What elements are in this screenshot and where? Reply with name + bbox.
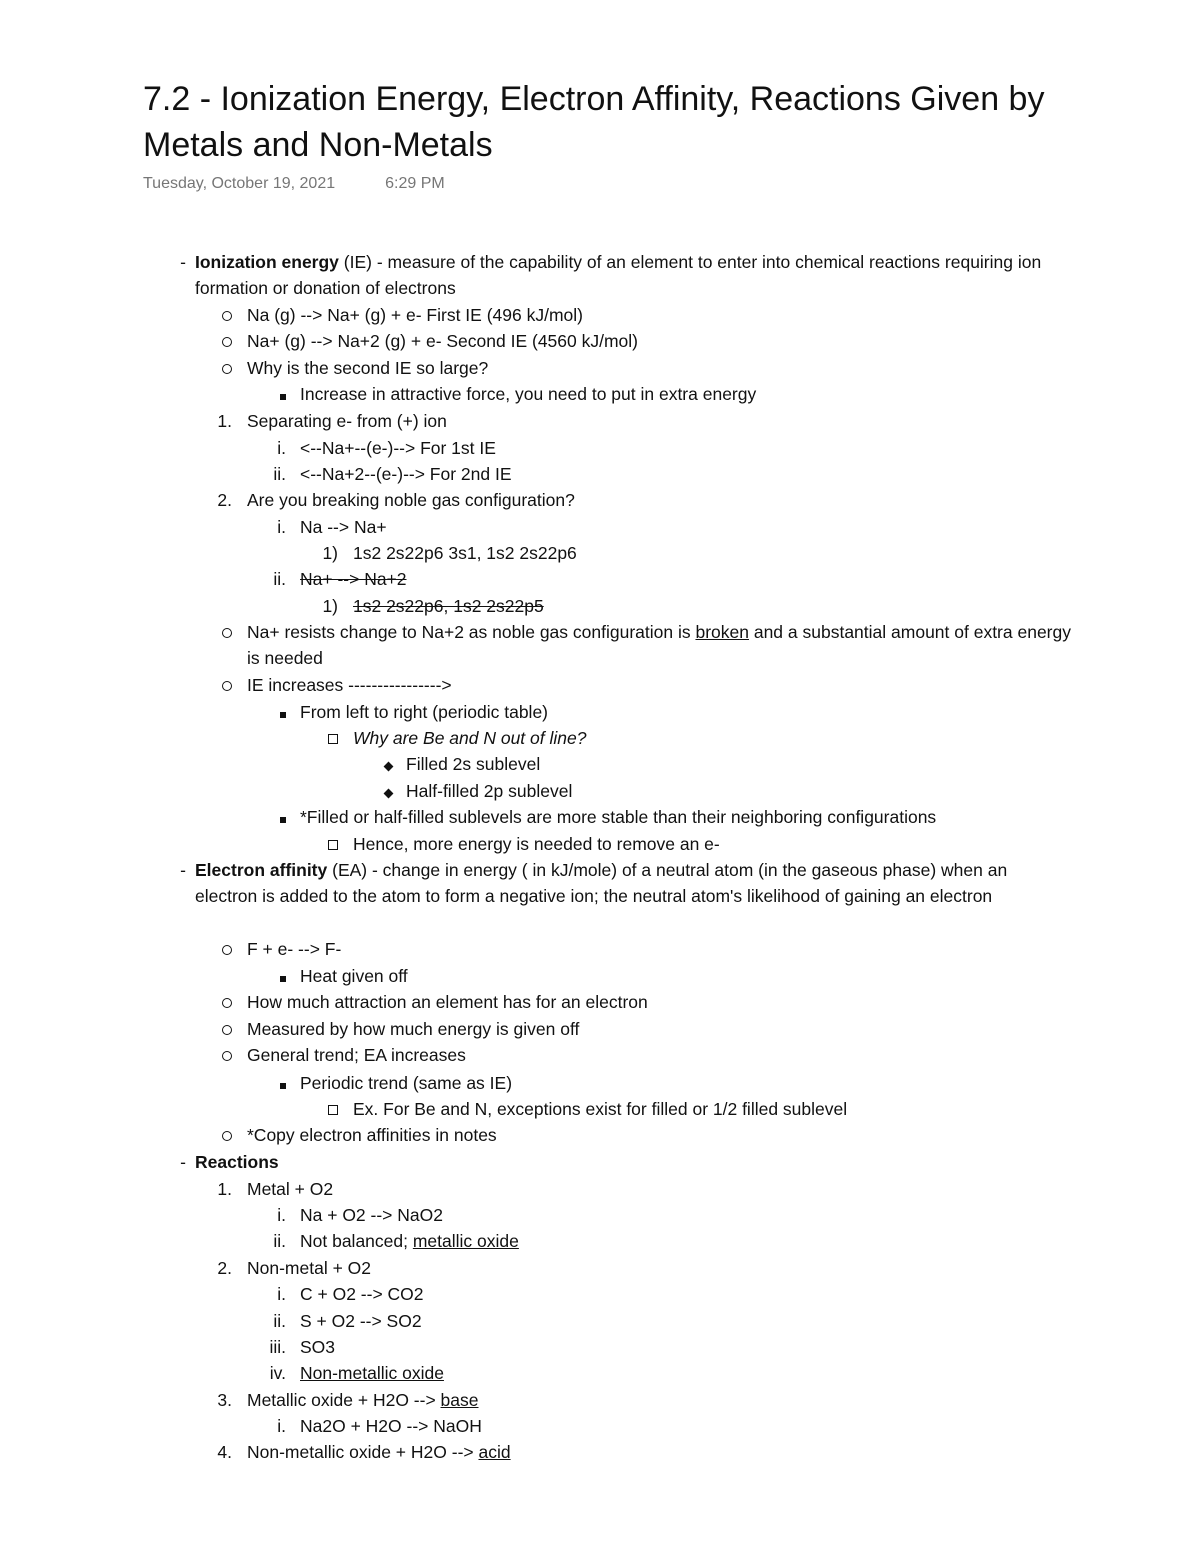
note-datetime bbox=[143, 175, 445, 193]
diamond-bullet-icon bbox=[366, 778, 392, 804]
ie-hence: Hence, more energy is needed to remove an e- bbox=[353, 834, 720, 854]
ie-half-2p: Half-filled 2p sublevel bbox=[406, 781, 573, 801]
diamond-bullet-icon bbox=[366, 751, 392, 777]
list-number: 1. bbox=[217, 411, 232, 431]
circle-bullet-icon bbox=[206, 355, 232, 381]
ie-why-question: Why is the second IE so large? bbox=[247, 358, 489, 378]
note-time: 6:29 PM bbox=[385, 175, 445, 192]
rx-metal-ii bbox=[300, 1228, 519, 1254]
roman-numeral: ii. bbox=[273, 1311, 286, 1331]
ie-noble-ii-config-struck: 1s2 2s22p6, 1s2 2s22p5 bbox=[353, 596, 544, 616]
ie-separating: Separating e- from (+) ion bbox=[247, 411, 447, 431]
rx-nonmetal-ii: S + O2 --> SO2 bbox=[300, 1311, 422, 1331]
rx-nonmetal-i: C + O2 --> CO2 bbox=[300, 1284, 424, 1304]
ea-definition-text: (EA) - change in energy ( in kJ/mole) of a neutral atom (in the gaseous phase) when an electron is added to the atom to form a negative ion; the neutral atom's likelihood of gaining an electron bbox=[195, 860, 1008, 906]
rx-nonmetallic-oxide-text: Non-metallic oxide + H2O --> bbox=[247, 1442, 479, 1462]
circle-bullet-icon bbox=[206, 302, 232, 328]
circle-bullet-icon bbox=[206, 1122, 232, 1148]
open-square-bullet-icon bbox=[312, 725, 338, 751]
circle-bullet-icon bbox=[206, 619, 232, 645]
dash-bullet: - bbox=[180, 252, 186, 272]
circle-bullet-icon bbox=[206, 672, 232, 698]
circle-bullet-icon bbox=[206, 1042, 232, 1068]
ie-stable: *Filled or half-filled sublevels are more stable than their neighboring configurations bbox=[300, 807, 937, 827]
rx-nonmetal-iii: SO3 bbox=[300, 1337, 336, 1357]
page-title: 7.2 - Ionization Energy, Electron Affinity, Reactions Given by Metals and Non-Metals bbox=[143, 80, 1045, 164]
ie-definition-text: (IE) - measure of the capability of an element to enter into chemical reactions requiring ion formation or donation of electrons bbox=[195, 252, 1042, 298]
ie-noble-question: Are you breaking noble gas configuration? bbox=[247, 490, 575, 510]
dash-bullet: - bbox=[180, 860, 186, 880]
paren-number: 1) bbox=[322, 543, 338, 563]
rx-nonmetal-iv: Non-metallic oxide bbox=[300, 1363, 444, 1383]
circle-bullet-icon bbox=[206, 989, 232, 1015]
list-number: 2. bbox=[217, 490, 232, 510]
rx-nonmetal-o2: Non-metal + O2 bbox=[247, 1258, 372, 1278]
square-bullet-icon bbox=[260, 963, 286, 989]
rx-metal-ii-text: Not balanced; bbox=[300, 1231, 413, 1251]
roman-numeral: ii. bbox=[273, 464, 286, 484]
rx-nonmetallic-oxide-water bbox=[247, 1439, 511, 1465]
ea-exceptions: Ex. For Be and N, exceptions exist for filled or 1/2 filled sublevel bbox=[353, 1099, 848, 1119]
rx-metallic-oxide-i: Na2O + H2O --> NaOH bbox=[300, 1416, 482, 1436]
rx-metallic-oxide-text: Metallic oxide + H2O --> bbox=[247, 1390, 441, 1410]
square-bullet-icon bbox=[260, 699, 286, 725]
open-square-bullet-icon bbox=[312, 831, 338, 857]
ie-equation-1: Na (g) --> Na+ (g) + e- First IE (496 kJ/mol) bbox=[247, 305, 583, 325]
rx-metal-ii-underlined: metallic oxide bbox=[412, 1231, 519, 1251]
ea-how-much: How much attraction an element has for an electron bbox=[247, 992, 648, 1012]
ie-resists bbox=[247, 619, 1077, 671]
ea-term: Electron affinity bbox=[195, 860, 328, 880]
ie-separating-i: <--Na+--(e-)--> For 1st IE bbox=[300, 438, 496, 458]
rx-metal-i: Na + O2 --> NaO2 bbox=[300, 1205, 443, 1225]
ea-measured: Measured by how much energy is given off bbox=[247, 1019, 580, 1039]
roman-numeral: i. bbox=[277, 438, 286, 458]
list-number: 4. bbox=[217, 1442, 232, 1462]
ea-definition bbox=[195, 857, 1055, 909]
ie-be-n-question: Why are Be and N out of line? bbox=[353, 728, 587, 748]
ie-resists-underlined: broken bbox=[695, 622, 749, 642]
rx-acid-underlined: acid bbox=[478, 1442, 511, 1462]
square-bullet-icon bbox=[260, 804, 286, 830]
reactions-heading: Reactions bbox=[195, 1152, 279, 1172]
ie-left-right: From left to right (periodic table) bbox=[300, 702, 549, 722]
roman-numeral: iii. bbox=[269, 1337, 286, 1357]
ea-periodic: Periodic trend (same as IE) bbox=[300, 1073, 513, 1093]
ie-separating-ii: <--Na+2--(e-)--> For 2nd IE bbox=[300, 464, 512, 484]
dash-bullet: - bbox=[180, 1152, 186, 1172]
ea-equation: F + e- --> F- bbox=[247, 939, 342, 959]
roman-numeral: iv. bbox=[269, 1363, 286, 1383]
ea-heat: Heat given off bbox=[300, 966, 408, 986]
roman-numeral: ii. bbox=[273, 1231, 286, 1251]
ea-copy: *Copy electron affinities in notes bbox=[247, 1125, 497, 1145]
list-number: 1. bbox=[217, 1179, 232, 1199]
ie-noble-i-config: 1s2 2s22p6 3s1, 1s2 2s22p6 bbox=[353, 543, 577, 563]
rx-metallic-oxide-water bbox=[247, 1387, 479, 1413]
roman-numeral: i. bbox=[277, 517, 286, 537]
circle-bullet-icon bbox=[206, 1016, 232, 1042]
ie-term: Ionization energy bbox=[195, 252, 339, 272]
square-bullet-icon bbox=[260, 1070, 286, 1096]
ie-resists-text-end: and a substantial amount of extra energy is needed bbox=[247, 622, 1071, 668]
ie-noble-ii-struck: Na+ --> Na+2 bbox=[300, 569, 407, 589]
paren-number: 1) bbox=[322, 596, 338, 616]
ie-resists-text: Na+ resists change to Na+2 as noble gas configuration is bbox=[247, 622, 696, 642]
circle-bullet-icon bbox=[206, 328, 232, 354]
rx-metal-o2: Metal + O2 bbox=[247, 1179, 334, 1199]
list-number: 2. bbox=[217, 1258, 232, 1278]
square-bullet-icon bbox=[260, 381, 286, 407]
ie-noble-i: Na --> Na+ bbox=[300, 517, 387, 537]
ie-increases: IE increases ----------------> bbox=[247, 675, 452, 695]
note-date: Tuesday, October 19, 2021 bbox=[143, 175, 336, 192]
open-square-bullet-icon bbox=[312, 1096, 338, 1122]
ie-equation-2: Na+ (g) --> Na+2 (g) + e- Second IE (4560 kJ/mol) bbox=[247, 331, 638, 351]
ie-definition bbox=[195, 249, 1065, 301]
list-number: 3. bbox=[217, 1390, 232, 1410]
ie-filled-2s: Filled 2s sublevel bbox=[406, 754, 541, 774]
rx-base-underlined: base bbox=[440, 1390, 479, 1410]
roman-numeral: i. bbox=[277, 1416, 286, 1436]
ea-trend: General trend; EA increases bbox=[247, 1045, 466, 1065]
circle-bullet-icon bbox=[206, 936, 232, 962]
roman-numeral: ii. bbox=[273, 569, 286, 589]
roman-numeral: i. bbox=[277, 1205, 286, 1225]
ie-why-answer: Increase in attractive force, you need to put in extra energy bbox=[300, 384, 757, 404]
roman-numeral: i. bbox=[277, 1284, 286, 1304]
